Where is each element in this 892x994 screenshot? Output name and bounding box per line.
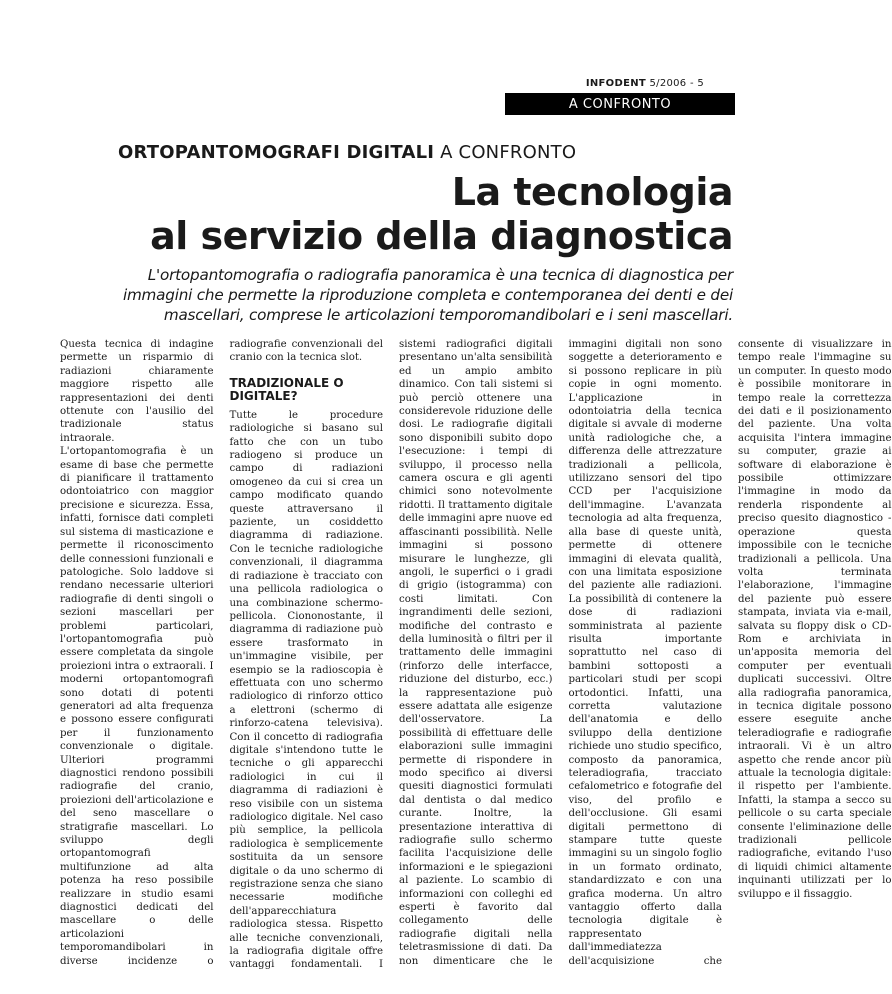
body-paragraph-1: Questa tecnica di indagine permette un risparmio di radiazioni chiaramente maggiore rispetto alle rappresentazioni dei denti ottenute con l'ausilio del tradizionale status intraorale. L'ortopantomografia è un esame di base che permette di pianificare il trattamento odontoiatrico con maggior precisione e sicurezza. Essa, infatti, fornisce dati completi sul sistema di masticazione e permette il riconoscimento delle connessioni funzionali e patologiche. Solo laddove si rendano necessarie ulteriori radiografie di denti singoli o sezioni mascellari per problemi particolari, l'ortopantomografia può essere completata da singole proiezioni intra o extraorali. I moderni ortopantomografi sono dotati di potenti generatori ad alta frequenza e possono essere configurati per il funzionamento convenzionale o digitale. Ulteriori programmi diagnostici rendono possibili radiografie del cranio, proiezioni dell'articolazione e del seno mascellare o stratigrafie mascellari. Lo sviluppo degli ortopantomografi multifunzione ad alta potenza ha reso possibile realizzare in studio esami diagnostici dedicati del mascellare o delle articolazioni temporomandibolari in diverse incidenze o radiografie convenzionali del cranio con la tecnica slot. — [60, 339, 383, 967]
body-paragraph-2: Tutte le procedure radiologiche si basano sul fatto che con un tubo radiogeno si produce un campo di radiazioni omogeneo da cui si crea un campo modificato quando queste attraversano il paziente, un cosiddetto diagramma di radiazione. Con le tecniche radiologiche convenzionali, il diagramma di radiazione è tracciato con una pellicola radiologica o una combinazione schermo-pellicola. Ciononostante, il diagramma di radiazione può essere trasformato in un'immagine visibile, per esempio se la radioscopia è effettuata con uno schermo radiologico di rinforzo ottico a elettroni (schermo di rinforzo-catena televisiva). Con il concetto di radiografia digitale s'intendono tutte le tecniche o gli apparecchi radiologici in cui il diagramma di radiazioni è reso visibile con un sistema radiologico digitale. Nel caso più semplice, la pellicola radiologica è semplicemente sostituita da un sensore digitale o da uno schermo di registrazione senza che siano necessarie modifiche dell'apparecchiatura radiologica stessa. Rispetto alle tecniche convenzionali, la radiografia digitale offre vantaggi fondamentali. I sistemi radiografici digitali presentano un'alta sensibilità ed un ampio ambito dinamico. Con tali sistemi si può perciò ottenere una considerevole riduzione delle dosi. Le radiografie digitali sono disponibili subito dopo l'esecuzione: i tempi di sviluppo, il processo nella camera oscura e gli agenti chimici sono notevolmente ridotti. Il trattamento digitale delle immagini apre nuove ed affascinanti possibilità. Nelle immagini si possono misurare le lunghezze, gli angoli, le superfici o i gradi di grigio (istogramma) con costi limitati. Con ingrandimenti delle sezioni, modifiche del contrasto e della luminosità o filtri per il trattamento delle immagini (rinforzo delle interfacce, riduzione del disturbo, ecc.) la rappresentazione può essere adattata alle esigenze dell'osservatore. La possibilità di effettuare delle elaborazioni sulle immagini permette di rispondere in modo specifico ai diversi quesiti diagnostici formulati dal dentista o dal medico curante. Inoltre, la presentazione interattiva di radiografie sullo schermo facilita l'acquisizione delle informazioni e le spiegazioni al paziente. Lo scambio di informazioni con colleghi ed esperti è favorito dal collegamento delle radiografie digitali nella teletrasmissione di dati. Da non dimenticare che le immagini digitali non sono soggette a deterioramento e si possono replicare in più copie in ogni momento. L'applicazione in odontoiatria della tecnica digitale si avvale di moderne unità radiologiche che, a differenza delle attrezzature tradizionali a pellicola, utilizzano sensori del tipo CCD per l'acquisizione dell'immagine. L'avanzata tecnologia ad alta frequenza, alla base di queste unità, permette di ottenere immagini di elevata qualità, con una limitata esposizione del paziente alle radiazioni. La possibilità di contenere la dose di radiazioni somministrata al paziente risulta importante soprattutto nel caso di bambini sottoposti a particolari studi per scopi ortodontici. Infatti, una corretta valutazione dell'anatomia e dello sviluppo della dentizione richiede uno studio specifico, composto da panoramica, teleradiografia, tracciato cefalometrico e fotografie del viso, del profilo e dell'occlusione. Gli esami digitali permettono di stampare tutte queste immagini su un singolo foglio in un formato ordinato, standardizzato e con una grafica moderna. Un altro vantaggio offerto dalla tecnologia digitale è rappresentato dall'immediatezza dell'acquisizione che consente di visualizzare in tempo reale l'immagine su un computer. In questo modo è possibile monitorare in tempo reale la correttezza dei dati e il posizionamento del paziente. Una volta acquisita l'intera immagine su computer, grazie ai software di elaborazione è possibile ottimizzare l'immagine in modo da renderla rispondente al preciso quesito diagnostico - operazione questa impossibile con le tecniche tradizionali a pellicola. Una volta terminata l'elaborazione, l'immagine del paziente può essere stampata, inviata via e-mail, salvata su floppy disk o CD-Rom e archiviata in un'apposita memoria del computer per eventuali duplicati successivi. Oltre alla radiografia panoramica, in tecnica digitale possono essere eseguite anche teleradiografie e radiografie intraorali. Vi è un altro aspetto che rende ancor più attuale la tecnologia digitale: il rispetto per l'ambiente. Infatti, la stampa a secco su pellicole o su carta speciale consente l'eliminazione delle tradizionali pellicole radiografiche, evitando l'uso di liquidi chimici altamente inquinanti utilizzati per lo sviluppo e il fissaggio. — [229, 339, 892, 971]
headline — [150, 170, 733, 258]
standfirst: L'ortopantomografia o radiografia panoramica è una tecnica di diagnostica per immagini che permette la riproduzione completa e contemporanea dei denti e dei mascellari, comprese le articolazioni temporomandibolari e i seni mascellari. — [122, 266, 733, 324]
article-body — [60, 338, 892, 978]
running-head — [586, 78, 704, 89]
headline-line-1: La tecnologia — [451, 170, 733, 214]
subheading: TRADIZIONALE O DIGITALE? — [229, 375, 344, 403]
headline-line-2: al servizio della diagnostica — [150, 214, 733, 258]
issue-page: 5/2006 - 5 — [649, 78, 704, 89]
kicker-bold: ORTOPANTOMOGRAFI DIGITALI — [118, 142, 435, 163]
kicker-regular: A CONFRONTO — [440, 142, 577, 163]
section-label: A CONFRONTO — [505, 93, 735, 115]
kicker — [118, 142, 576, 163]
publication-name: INFODENT — [585, 78, 646, 89]
